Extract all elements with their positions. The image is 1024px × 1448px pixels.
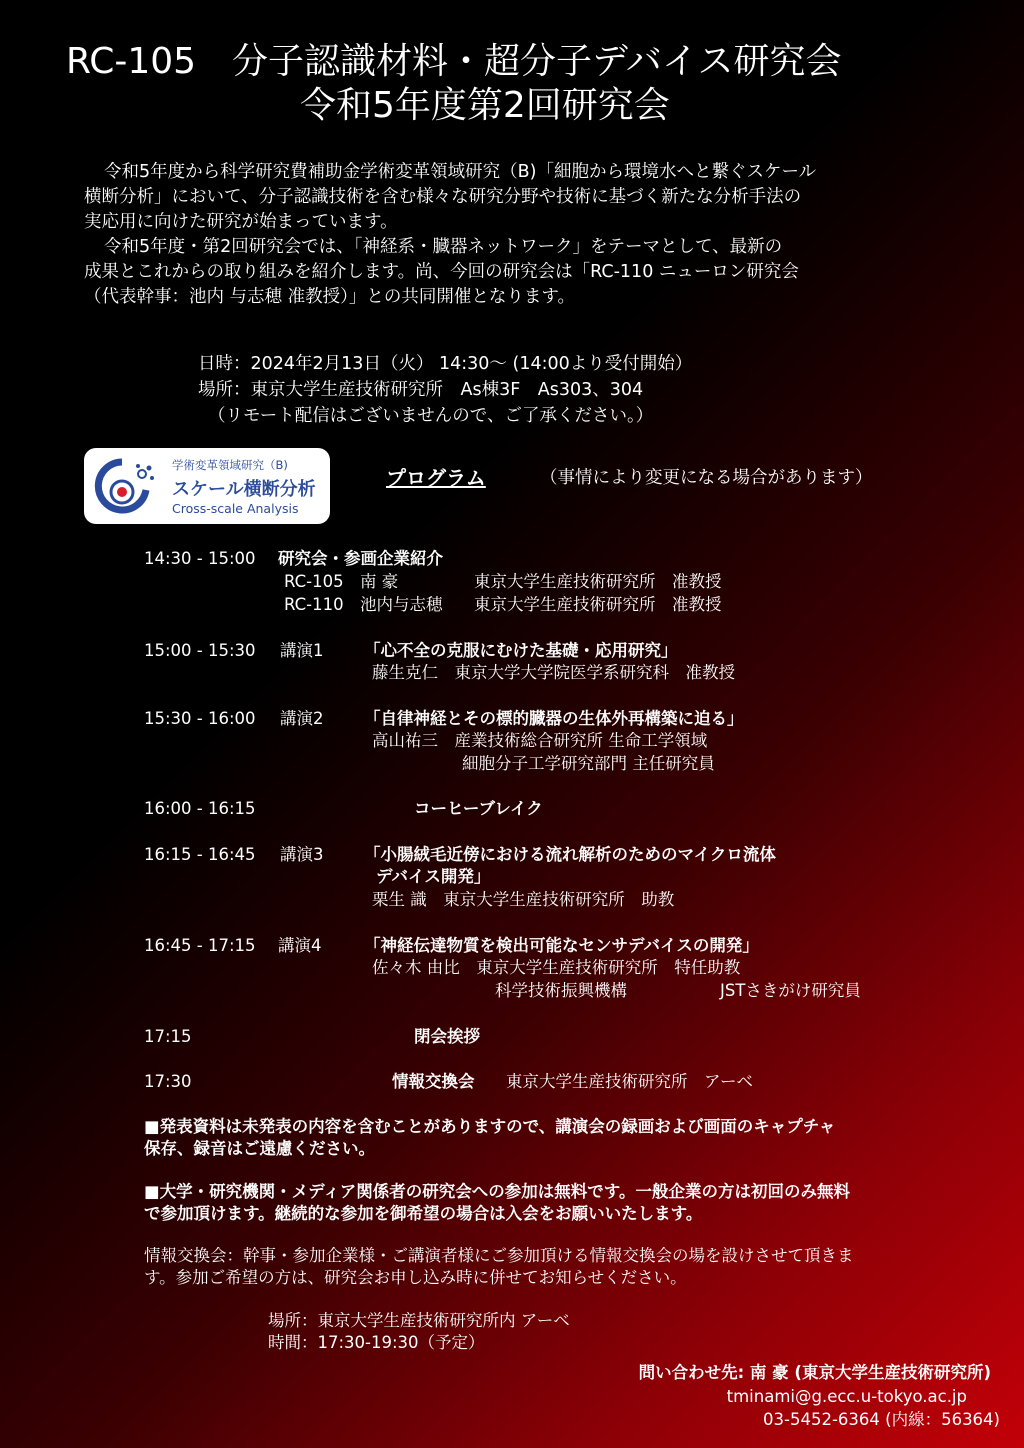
lecture-speaker-affiliation: 科学技術振興機構 [495, 981, 627, 1000]
networking-title: 情報交換会 [392, 1072, 475, 1091]
cross-scale-logo [84, 448, 330, 524]
session-time: 16:00 - 16:15 [144, 799, 256, 818]
exchange-time: 時間：17:30-19:30（予定） [268, 1333, 485, 1352]
lecture-speaker: 藤生克仁 東京大学大学院医学系研究科 准教授 [372, 663, 735, 682]
program-change-note: （事情により変更になる場合があります） [540, 468, 873, 488]
exchange-note: 情報交換会：幹事・参加企業様・ご講演者様にご参加頂ける情報交換会の場を設けさせて頂きま [144, 1246, 854, 1265]
intro-line: 成果とこれからの取り組みを紹介します。尚、今回の研究会は「RC-110 ニューロン研究会 [84, 262, 799, 282]
fee-notice: ■大学・研究機関・メディア関係者の研究会への参加は無料です。一般企業の方は初回のみ無料 [144, 1182, 850, 1201]
session-time: 15:00 - 15:30 [144, 641, 256, 660]
session-time: 15:30 - 16:00 [144, 709, 256, 728]
lecture-title: 「小腸絨毛近傍における流れ解析のためのマイクロ流体 [364, 845, 776, 864]
lecture-title: 「神経伝達物質を検出可能なセンサデバイスの開発」 [364, 936, 759, 955]
fee-notice-cont: で参加頂けます。継続的な参加を御希望の場合は入会をお願いいたします。 [144, 1204, 703, 1223]
intro-line: 実応用に向けた研究が始まっています。 [84, 212, 398, 232]
cross-scale-logo-icon [92, 456, 164, 516]
session-time: 17:30 [144, 1072, 192, 1091]
rc-code: RC-105 [284, 572, 344, 591]
exchange-note-cont: す。参加ご希望の方は、研究会お申し込み時に併せてお知らせください。 [144, 1268, 687, 1287]
presenter-affiliation: 東京大学生産技術研究所 准教授 [474, 572, 722, 591]
event-place: 場所：東京大学生産技術研究所 As棟3F As303、304 [198, 380, 644, 400]
logo-sub-text: Cross-scale Analysis [172, 501, 299, 516]
lecture-label: 講演3 [280, 845, 324, 864]
logo-main-text: スケール横断分析 [172, 479, 316, 500]
presenter-name: 池内与志穂 [360, 595, 443, 614]
logo-top-text: 学術変革領域研究（B) [172, 458, 288, 472]
contact-phone: 03-5452-6364 (内線：56364) [763, 1410, 1000, 1429]
rc-code: RC-110 [284, 595, 344, 614]
lecture-speaker-role: JSTさきがけ研究員 [720, 981, 861, 1000]
presenter-affiliation: 東京大学生産技術研究所 准教授 [474, 595, 722, 614]
event-date: 日時：2024年2月13日（火） 14:30～ (14:00より受付開始） [198, 354, 693, 374]
page-title-line2: 令和5年度第2回研究会 [300, 85, 670, 126]
session-time: 16:15 - 16:45 [144, 845, 256, 864]
recording-notice-cont: 保存、録音はご遠慮ください。 [144, 1139, 375, 1158]
lecture-speaker: 栗生 識 東京大学生産技術研究所 助教 [372, 890, 675, 909]
lecture-title: 「自律神経とその標的臓器の生体外再構築に迫る」 [364, 709, 744, 728]
page-title-line1: RC-105 分子認識材料・超分子デバイス研究会 [66, 41, 842, 82]
presenter-name: 南 豪 [360, 572, 399, 591]
lecture-title: 「心不全の克服にむけた基礎・応用研究」 [364, 641, 678, 660]
session-time: 14:30 - 15:00 [144, 549, 256, 568]
remote-note: （リモート配信はございませんので、ご了承ください。） [208, 406, 654, 426]
session-time: 16:45 - 17:15 [144, 936, 256, 955]
closing-remarks: 閉会挨拶 [414, 1027, 480, 1046]
lecture-label: 講演4 [278, 936, 322, 955]
intro-line: 令和5年度から科学研究費補助金学術変革領域研究（B)「細胞から環境水へと繋ぐスケール [104, 162, 817, 182]
session-time: 17:15 [144, 1027, 192, 1046]
lecture-speaker: 高山祐三 産業技術総合研究所 生命工学領域 [372, 731, 708, 750]
lecture-speaker-affiliation: 細胞分子工学研究部門 主任研究員 [462, 754, 715, 773]
lecture-speaker: 佐々木 由比 東京大学生産技術研究所 特任助教 [372, 958, 741, 977]
lecture-title-cont: デバイス開発」 [376, 867, 491, 886]
intro-line: 横断分析」において、分子認識技術を含む様々な研究分野や技術に基づく新たな分析手法の [84, 187, 802, 207]
intro-line: （代表幹事：池内 与志穂 准教授）」との共同開催となります。 [84, 287, 575, 307]
intro-line: 令和5年度・第2回研究会では、「神経系・臓器ネットワーク」をテーマとして、最新の [104, 237, 783, 257]
exchange-place: 場所：東京大学生産技術研究所内 アーベ [268, 1311, 570, 1330]
lecture-label: 講演1 [280, 641, 324, 660]
coffee-break: コーヒーブレイク [414, 799, 543, 818]
session-title: 研究会・参画企業紹介 [278, 549, 443, 568]
lecture-label: 講演2 [280, 709, 324, 728]
recording-notice: ■発表資料は未発表の内容を含むことがありますので、講演会の録画および画面のキャプチャ [144, 1117, 836, 1136]
networking-place: 東京大学生産技術研究所 アーベ [506, 1072, 754, 1091]
contact-email[interactable]: tminami@g.ecc.u-tokyo.ac.jp [726, 1387, 967, 1406]
program-heading: プログラム [386, 466, 486, 490]
contact-label: 問い合わせ先: 南 豪 (東京大学生産技術研究所) [638, 1363, 991, 1382]
